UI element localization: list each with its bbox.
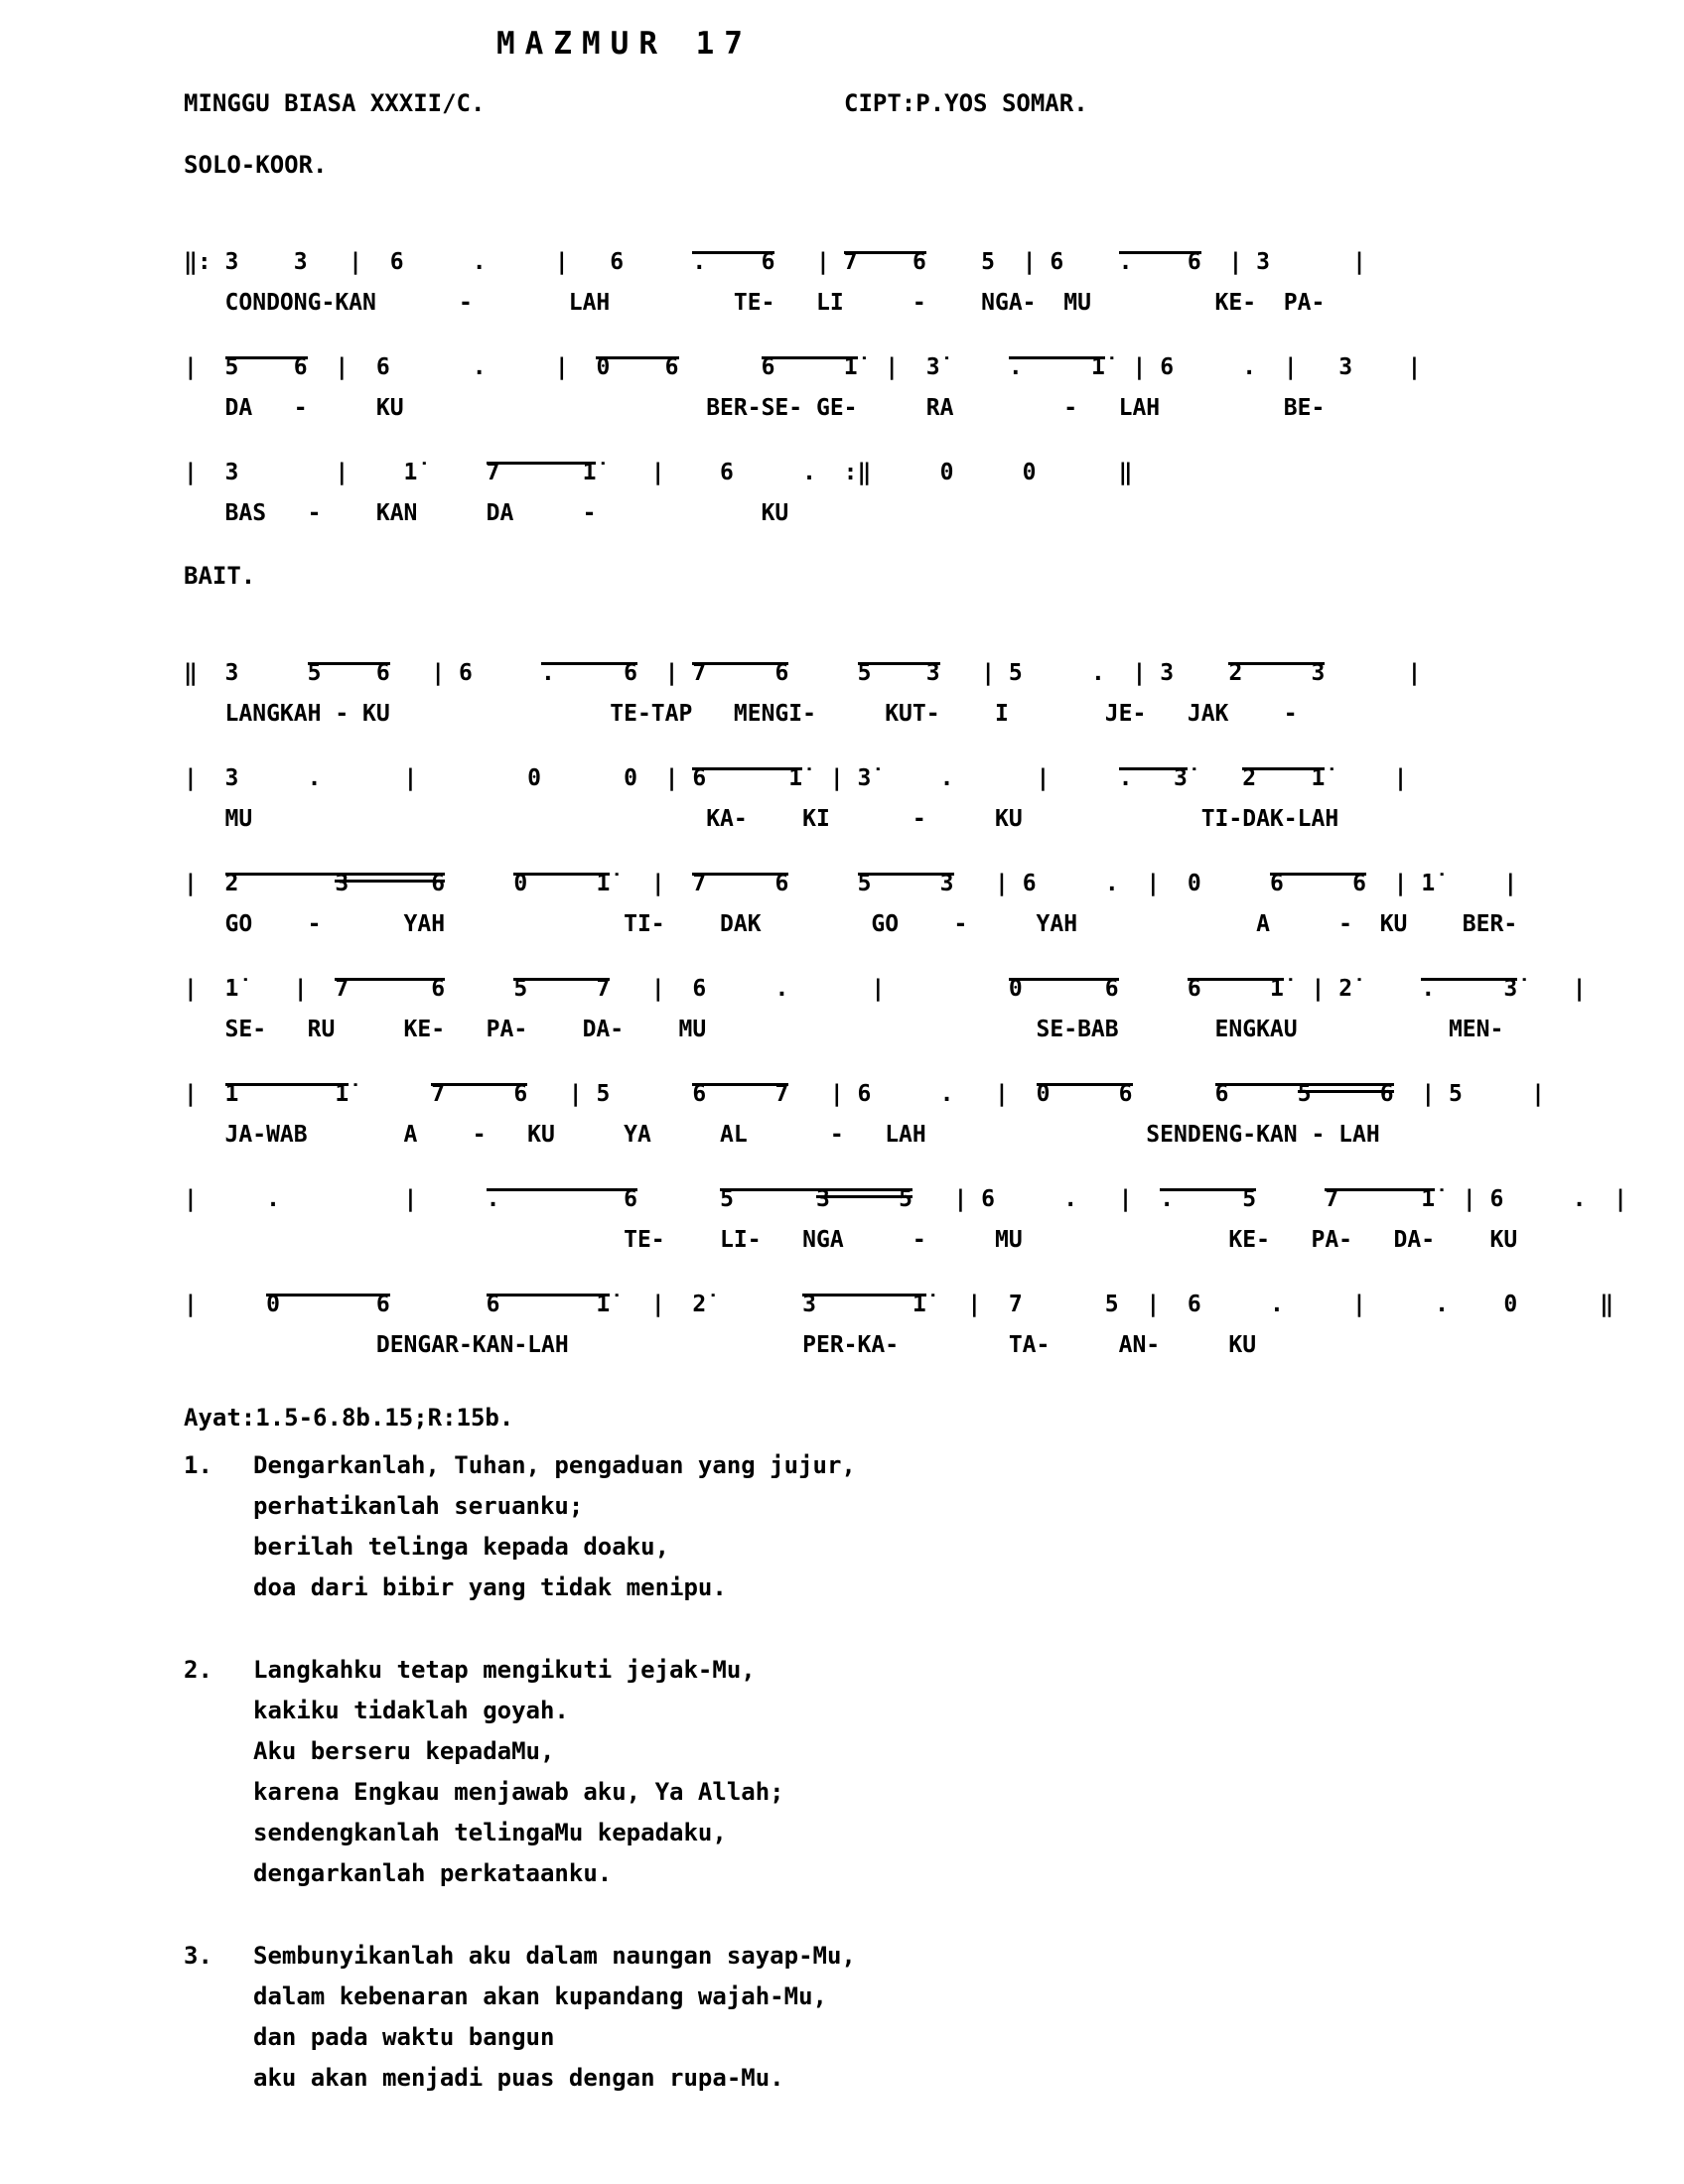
- verse-line: dengarkanlah perkataanku.: [253, 1859, 613, 1887]
- notation-line: [184, 1283, 1684, 1364]
- notes-row: | . | . 6 5 3 5 | 6 . | . 5 7 1̇ | 6 . |: [184, 1186, 1628, 1212]
- verse-reference: Ayat:1.5-6.8b.15;R:15b.: [184, 1404, 514, 1432]
- notes-row: | 2̇ 3̇ 6 0 1̇ | 7 6 5 3 | 6 . | 0 6 6 | 1̇ |: [184, 871, 1518, 896]
- notes-row: | 1̇ 1̇ 7 6 | 5 6 7 | 6 . | 0 6 6 5 6 | 5 |: [184, 1081, 1545, 1107]
- verse-text: [253, 1445, 856, 1608]
- verse-number: 3.: [184, 1942, 212, 1970]
- notes-row: ‖ 3 5 6 | 6 . 6 | 7 6 5 3 | 5 . | 3 2 3 |: [184, 660, 1422, 686]
- notes-row: | 1̇ | 7 6 5 7 | 6 . | 0 6 6 1̇ | 2̇ . 3̇ |: [184, 976, 1587, 1002]
- verse-text: [253, 1650, 784, 1894]
- verse-line: aku akan menjadi puas dengan rupa-Mu.: [253, 2064, 784, 2092]
- lyrics-row: MU KA- KI - KU TI-DAK-LAH: [184, 806, 1339, 832]
- verse-line: dalam kebenaran akan kupandang wajah-Mu,: [253, 1982, 827, 2010]
- notation-line: [184, 451, 1684, 532]
- verse-line: berilah telinga kepada doaku,: [253, 1533, 670, 1561]
- notation-line: [184, 240, 1684, 322]
- section-label: BAIT.: [184, 562, 256, 590]
- lyrics-row: LANGKAH - KU TE-TAP MENGI- KUT- I JE- JAK -: [184, 701, 1298, 727]
- verse: [184, 1650, 1684, 1894]
- header-row: [184, 89, 1684, 121]
- lyrics-row: CONDONG-KAN - LAH TE- LI - NGA- MU KE- PA-: [184, 290, 1326, 316]
- liturgical-week-label: MINGGU BIASA XXXII/C.: [184, 89, 486, 117]
- notes-row: | 0 6 6 1̇ | 2̇ 3̇ 1̇ | 7 5 | 6 . | . 0 ‖: [184, 1292, 1614, 1317]
- notation-line: [184, 967, 1684, 1048]
- verse-line: Aku berseru kepadaMu,: [253, 1737, 555, 1765]
- verse-line: doa dari bibir yang tidak menipu.: [253, 1573, 727, 1601]
- notation-line: [184, 1177, 1684, 1259]
- composer-credit: CIPT:P.YOS SOMAR.: [844, 89, 1088, 117]
- verse-line: Dengarkanlah, Tuhan, pengaduan yang jujur,: [253, 1451, 856, 1479]
- notes-row: | 3 | 1̇ 7 1̇ | 6 . :‖ 0 0 ‖: [184, 460, 1133, 485]
- lyrics-row: JA-WAB A - KU YA AL - LAH SENDENG-KAN - LAH: [184, 1122, 1380, 1148]
- lyrics-row: DENGAR-KAN-LAH PER-KA- TA- AN- KU: [184, 1332, 1257, 1358]
- notation-line: [184, 756, 1684, 838]
- verse-line: dan pada waktu bangun: [253, 2023, 555, 2051]
- lyrics-row: GO - YAH TI- DAK GO - YAH A - KU BER-: [184, 911, 1518, 937]
- lyrics-row: BAS - KAN DA - KU: [184, 500, 789, 526]
- page-title: MAZMUR 17: [496, 26, 753, 62]
- verse-line: Sembunyikanlah aku dalam naungan sayap-Mu,: [253, 1942, 856, 1970]
- notes-row: | 3 . | 0 0 | 6 1̇ | 3̇ . | . 3̇ 2̇ 1̇ |: [184, 765, 1408, 791]
- verse-number: 1.: [184, 1451, 212, 1479]
- notation-line: [184, 862, 1684, 943]
- verse-number: 2.: [184, 1656, 212, 1684]
- lyrics-row: TE- LI- NGA - MU KE- PA- DA- KU: [184, 1227, 1518, 1253]
- section-label: SOLO-KOOR.: [184, 151, 328, 179]
- notation-sections: [184, 151, 1684, 1364]
- verses: [184, 1445, 1684, 2099]
- lyrics-row: DA - KU BER-SE- GE- RA - LAH BE-: [184, 395, 1326, 421]
- verse: [184, 1936, 1684, 2099]
- verse: [184, 1445, 1684, 1608]
- verse-text: [253, 1936, 856, 2099]
- verse-line: perhatikanlah seruanku;: [253, 1492, 584, 1520]
- lyrics-row: SE- RU KE- PA- DA- MU SE-BAB ENGKAU MEN-: [184, 1017, 1504, 1042]
- notation-line: [184, 1072, 1684, 1154]
- verse-line: sendengkanlah telingaMu kepadaku,: [253, 1819, 727, 1846]
- notes-row: | 5 6 | 6 . | 0 6 6 1̇ | 3̇ . 1̇ | 6 . | 3 |: [184, 354, 1422, 380]
- verse-line: karena Engkau menjawab aku, Ya Allah;: [253, 1778, 784, 1806]
- notation-line: [184, 345, 1684, 427]
- verse-line: kakiku tidaklah goyah.: [253, 1697, 569, 1724]
- notes-row: ‖: 3 3 | 6 . | 6 . 6 | 7 6 5 | 6 . 6 | 3 |: [184, 249, 1366, 275]
- verse-line: Langkahku tetap mengikuti jejak-Mu,: [253, 1656, 756, 1684]
- notation-line: [184, 651, 1684, 733]
